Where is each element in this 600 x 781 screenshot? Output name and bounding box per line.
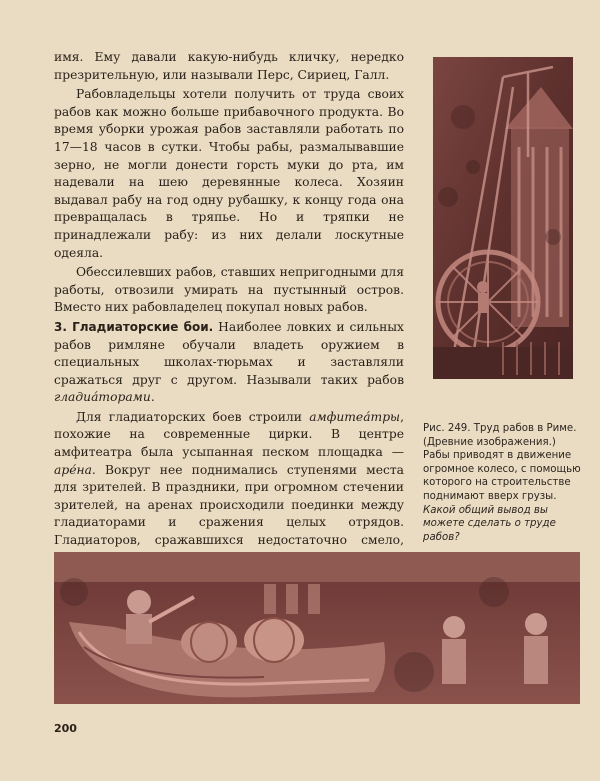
treadwheel-relief-image xyxy=(433,57,573,379)
term-amphitheaters: амфитеа́тры xyxy=(309,409,401,424)
figure-249-treadwheel-relief xyxy=(433,57,573,379)
term-gladiators: гладиа́торами xyxy=(54,390,151,405)
caption-heading: Рис. 249. Труд рабов в Риме. (Древние изображения.) xyxy=(423,423,577,448)
figure-caption xyxy=(423,422,583,544)
caption-body: Рабы приводят в движение огромное колесо, с помощью которого на строительстве поднимают вверх грузы. xyxy=(423,450,581,502)
paragraph-4 xyxy=(54,319,404,407)
boat-barrels-relief xyxy=(54,552,580,704)
boat-relief-image xyxy=(54,552,580,704)
paragraph-5-c: . Вокруг нее поднимались ступенями места для зрителей. В праздники, при огромном стечении зрителей, на аренах происходили поединки между гладиаторами и сражения целых отрядов. Гладиаторов, сражавшихся недостаточно смело, xyxy=(54,462,404,548)
page-number: 200 xyxy=(54,722,77,735)
section-title: 3. Гладиаторские бои. xyxy=(54,319,214,334)
main-text-column xyxy=(54,49,404,622)
paragraph-4-end: . xyxy=(150,390,155,405)
caption-question: Какой общий вывод вы можете сделать о труде рабов? xyxy=(423,504,556,543)
paragraph-5 xyxy=(54,409,404,567)
term-arena: аре́на xyxy=(54,462,92,477)
paragraph-5-b: , похожие на современные цирки. В центре амфитеатра была усыпанная песком площадка — xyxy=(54,409,404,460)
paragraph-3: Обессилевших рабов, ставших непригодными для работы, отвозили умирать на пустынный остров. Вместо них рабовладелец покупал новых рабов. xyxy=(54,265,404,315)
paragraph-2: Рабовладельцы хотели получить от труда своих рабов как можно больше прибавочного продукта. Во время уборки урожая рабов заставляли работать по 17—18 часов в сутки. Чтобы рабы, размалывавшие зерно, не могли донести горсть муки до рта, им надевали на шею деревянные колеса. Хозяин выдавал рабу на год одну рубашку, к концу года она превращалась в тряпье. Но и тряпки не принадлежали рабу: из них делали лоскутные одеяла. xyxy=(54,87,404,260)
paragraph-1: имя. Ему давали какую-нибудь кличку, нередко презрительную, или называли Перс, Сириец, Галл. xyxy=(54,50,404,82)
paragraph-4-text: Наиболее ловких и сильных рабов римляне обучали владеть оружием в специальных школах-тюрьмах и заставляли сражаться друг с другом. Называли таких рабов xyxy=(54,319,404,387)
paragraph-5-a: Для гладиаторских боев строили xyxy=(76,409,302,424)
